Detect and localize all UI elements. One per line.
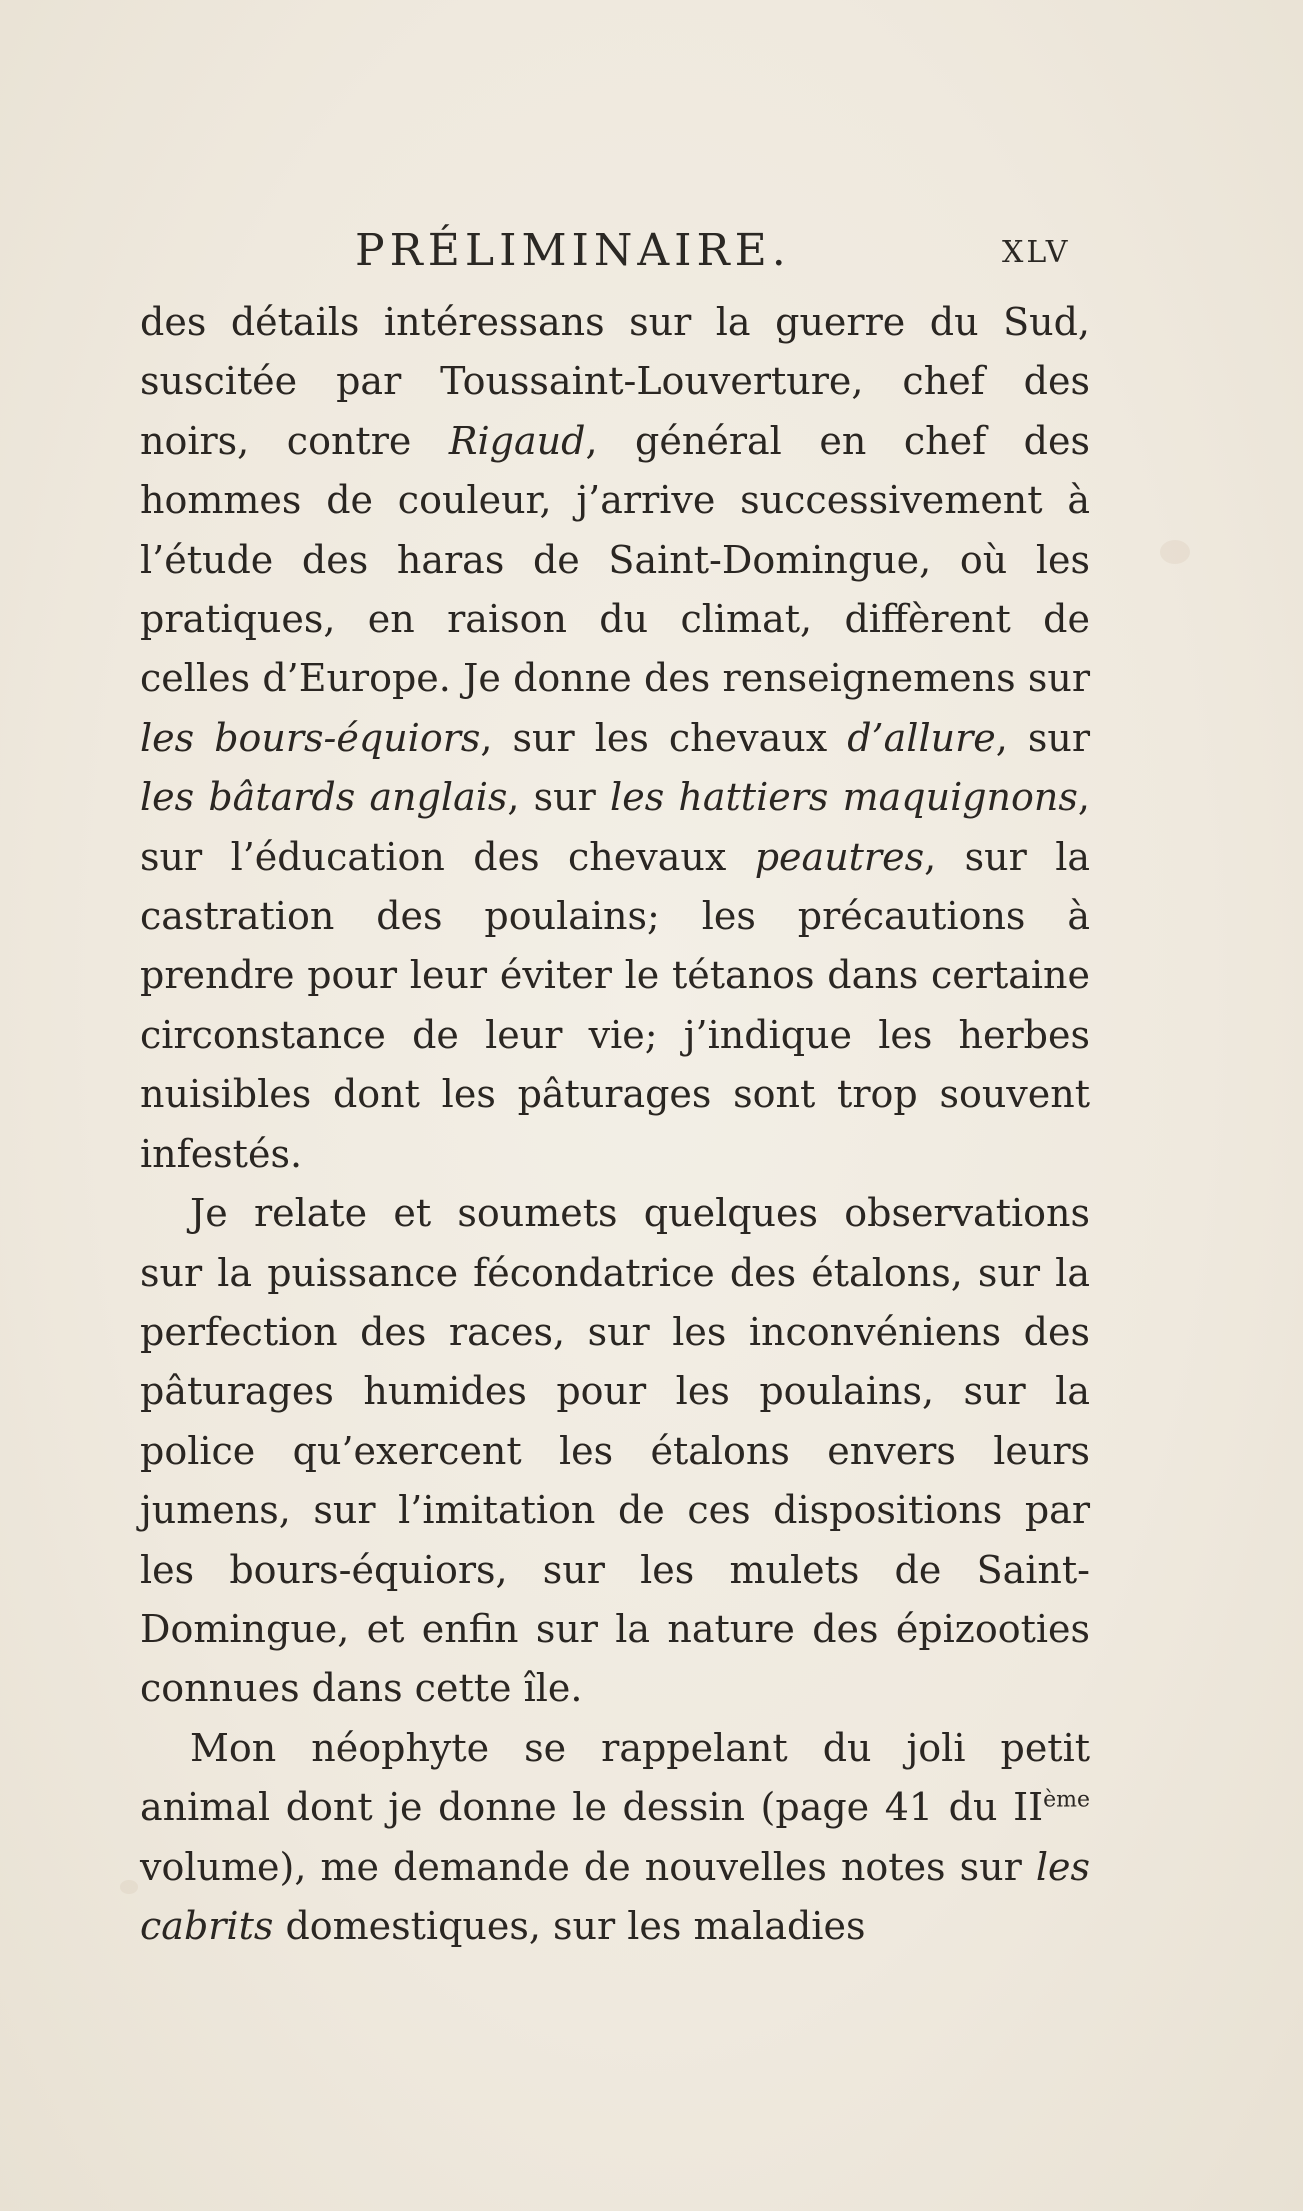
italic-term: les bours-équiors: [140, 715, 481, 760]
paragraph-2: Je relate et soumets quelques observations sur la puissance fécondatrice des étalons, sur la perfection des races, sur les inconvéniens des pâturages humides pour les poulains, sur la police qu’exercent les étalons envers leurs jumens, sur l’imitation de ces dispositions par les bours-équiors, sur les mulets de Saint-Domingue, et enfin sur la nature des épizooties connues dans cette île.: [140, 1191, 1090, 1711]
superscript: ème: [1043, 1787, 1090, 1813]
text-run: Mon néophyte se rappelant du joli petit animal dont je donne le dessin (page 41 du II: [140, 1725, 1090, 1830]
italic-term: peautres: [754, 834, 925, 879]
italic-term: les bâtards anglais: [140, 775, 508, 820]
text-run: , sur la castration des poulains; les précautions à prendre pour leur éviter le tétanos dans certaine circonstance de leur vie; j’indique les herbes nuisibles dont les pâturages sont trop souvent infestés.: [140, 834, 1090, 1176]
page-header: [0, 225, 1303, 285]
body-text: [140, 293, 1090, 1956]
paper-stain: [120, 1880, 138, 1894]
text-run: , sur les chevaux: [480, 715, 848, 760]
text-run: domestiques, sur les maladies: [273, 1903, 866, 1948]
paragraph-1: [140, 293, 1090, 1184]
text-run: , sur l’éducation des chevaux: [140, 775, 1090, 879]
text-run: , sur: [995, 715, 1091, 760]
text-run: volume), me demande de nouvelles notes sur: [140, 1844, 1036, 1889]
running-title: PRÉLIMINAIRE.: [355, 225, 791, 276]
page-number: XLV: [1002, 235, 1071, 270]
italic-name: Rigaud: [448, 418, 586, 463]
italic-term: d’allure: [847, 715, 996, 760]
paragraph-3: [140, 1719, 1090, 1957]
text-run: , général en chef des hommes de couleur, j’arrive successivement à l’étude des haras de Saint-Domingue, où les pratiques, en raison du climat, diffèrent de celles d’Europe. Je donne des renseignemens sur: [140, 418, 1091, 701]
paper-stain: [1160, 540, 1190, 564]
text-run: des détails intéressans sur la guerre du Sud, suscitée par Toussaint-Louverture, chef des noirs, contre: [140, 300, 1090, 463]
italic-term: les cabrits: [140, 1844, 1090, 1948]
italic-term: les hattiers maquignons: [610, 775, 1078, 820]
text-run: , sur: [507, 775, 611, 820]
